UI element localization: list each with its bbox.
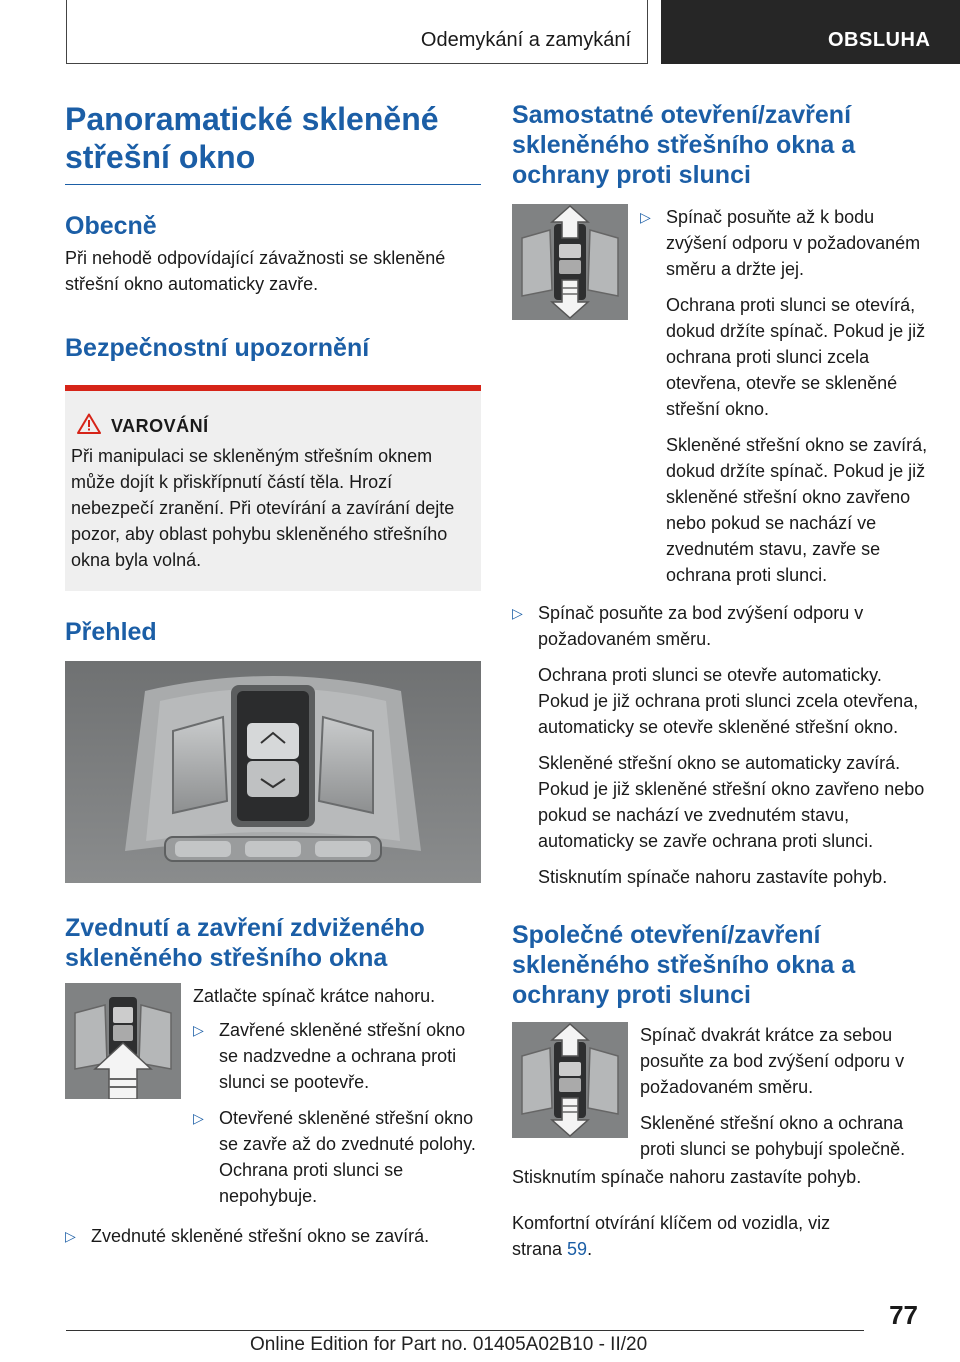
- list-item: [193, 1017, 481, 1095]
- page-number: 77: [889, 1300, 918, 1330]
- separate-block: [512, 204, 928, 588]
- joint-p4: [512, 1210, 852, 1262]
- page-title: Panoramatické skleněné střešní okno: [65, 101, 439, 175]
- warning-box: [65, 385, 481, 591]
- raise-block: [65, 983, 481, 1209]
- footer-rule: [66, 1330, 864, 1331]
- running-header: [66, 0, 648, 64]
- separate-item2-p4: Stisknutím spínače nahoru zastavíte pohyb.: [538, 867, 888, 887]
- overview-heading: Přehled: [65, 618, 157, 646]
- warning-triangle-icon: [77, 413, 101, 439]
- list-item-text: Zvednuté skleněné střešní okno se zavírá.: [91, 1226, 430, 1246]
- switch-updown-photo: [512, 204, 628, 320]
- switch-up-photo: [65, 983, 181, 1099]
- right-column: [512, 100, 928, 1262]
- chapter-tab[interactable]: [661, 0, 960, 64]
- warning-title: VAROVÁNÍ: [111, 415, 209, 436]
- bullet-triangle-icon: ▷: [193, 1110, 204, 1126]
- switch-updown-photo: [512, 1022, 628, 1138]
- joint-p2: Skleněné střešní okno a ochrana proti slunci se pohybují společně.: [640, 1113, 906, 1159]
- overview-photo: [65, 661, 481, 883]
- title-rule: [65, 184, 481, 185]
- list-item: [193, 1105, 481, 1209]
- general-heading: Obecně: [65, 212, 157, 240]
- list-item-text: Otevřené skleněné střešní okno se zavře až do zvednuté polohy. Ochrana proti slunci se nepohybuje.: [219, 1108, 476, 1206]
- joint-p1: Spínač dvakrát krátce za sebou posuňte za bod zvýšení odporu v požadovaném směru.: [640, 1025, 905, 1097]
- safety-heading: Bezpečnostní upozornění: [65, 334, 370, 362]
- list-item: [65, 1223, 481, 1249]
- page-link[interactable]: 59: [567, 1239, 588, 1259]
- section-title: Odemykání a zamykání: [420, 29, 631, 51]
- separate-item1-p1: Spínač posuňte až k bodu zvýšení odporu v požadovaném směru a držte jej.: [666, 207, 921, 279]
- chapter-tab-label: OBSLUHA: [828, 29, 931, 51]
- separate-item1-p3: Skleněné střešní okno se zavírá, dokud držíte spínač. Pokud je již skleněné střešní okno zavřeno nebo pokud se nachází ve zvednutém stavu, zavře se ochrana proti slunci.: [666, 435, 928, 585]
- separate-item1-p2: Ochrana proti slunci se otevírá, dokud držíte spínač. Pokud je již ochrana proti slunci zcela otevřena, otevře se skleněné střešní okno.: [666, 295, 926, 419]
- raise-intro: Zatlačte spínač krátce nahoru.: [193, 986, 436, 1006]
- bullet-triangle-icon: ▷: [512, 605, 523, 621]
- general-text: Při nehodě odpovídající závažnosti se skleněné střešní okno automaticky zavře.: [65, 248, 446, 294]
- bullet-triangle-icon: ▷: [193, 1022, 204, 1038]
- separate-item2-p1: Spínač posuňte za bod zvýšení odporu v požadovaném směru.: [538, 603, 864, 649]
- warning-text: Při manipulaci se skleněným střešním oknem může dojít k přiskřípnutí částí těla. Hrozí nebezpečí zranění. Při otevírání a zavírání dejte pozor, aby oblast pohybu skleněného střešního okna byla volná.: [71, 446, 455, 570]
- joint-p3: Stisknutím spínače nahoru zastavíte pohyb.: [512, 1167, 862, 1187]
- warning-header: [71, 413, 471, 439]
- separate-heading: Samostatné otevření/zavření skleněného střešního okna a ochrany proti slunci: [512, 101, 856, 189]
- list-item: [512, 600, 928, 890]
- bullet-triangle-icon: ▷: [65, 1228, 76, 1244]
- raise-text: [193, 983, 481, 1209]
- separate-item2-p3: Skleněné střešní okno se automaticky zavírá. Pokud je již skleněné střešní okno zavřeno nebo pokud se nachází ve zvednutém stavu, automaticky se zavře ochrana proti slunci.: [538, 753, 925, 851]
- joint-block: [512, 1022, 928, 1162]
- footer-edition: Online Edition for Part no. 01405A02B10 - II/20: [250, 1334, 648, 1355]
- separate-item2-p2: Ochrana proti slunci se otevře automaticky. Pokud je již ochrana proti slunci zcela otevřena, automaticky se otevře skleněné střešní okno.: [538, 665, 919, 737]
- left-column: [65, 100, 481, 1249]
- list-item: [640, 204, 928, 588]
- list-item-text: Zavřené skleněné střešní okno se nadzvedne a ochrana proti slunci se pootevře.: [219, 1020, 466, 1092]
- joint-p4-text: Komfortní otvírání klíčem od vozidla, viz strana: [512, 1213, 831, 1259]
- joint-p4-end: .: [587, 1239, 593, 1259]
- raise-heading: Zvednutí a zavření zdviženého skleněného střešního okna: [65, 914, 425, 972]
- bullet-triangle-icon: ▷: [640, 209, 651, 225]
- joint-heading: Společné otevření/zavření skleněného střešního okna a ochrany proti slunci: [512, 921, 856, 1009]
- joint-text: [640, 1022, 928, 1162]
